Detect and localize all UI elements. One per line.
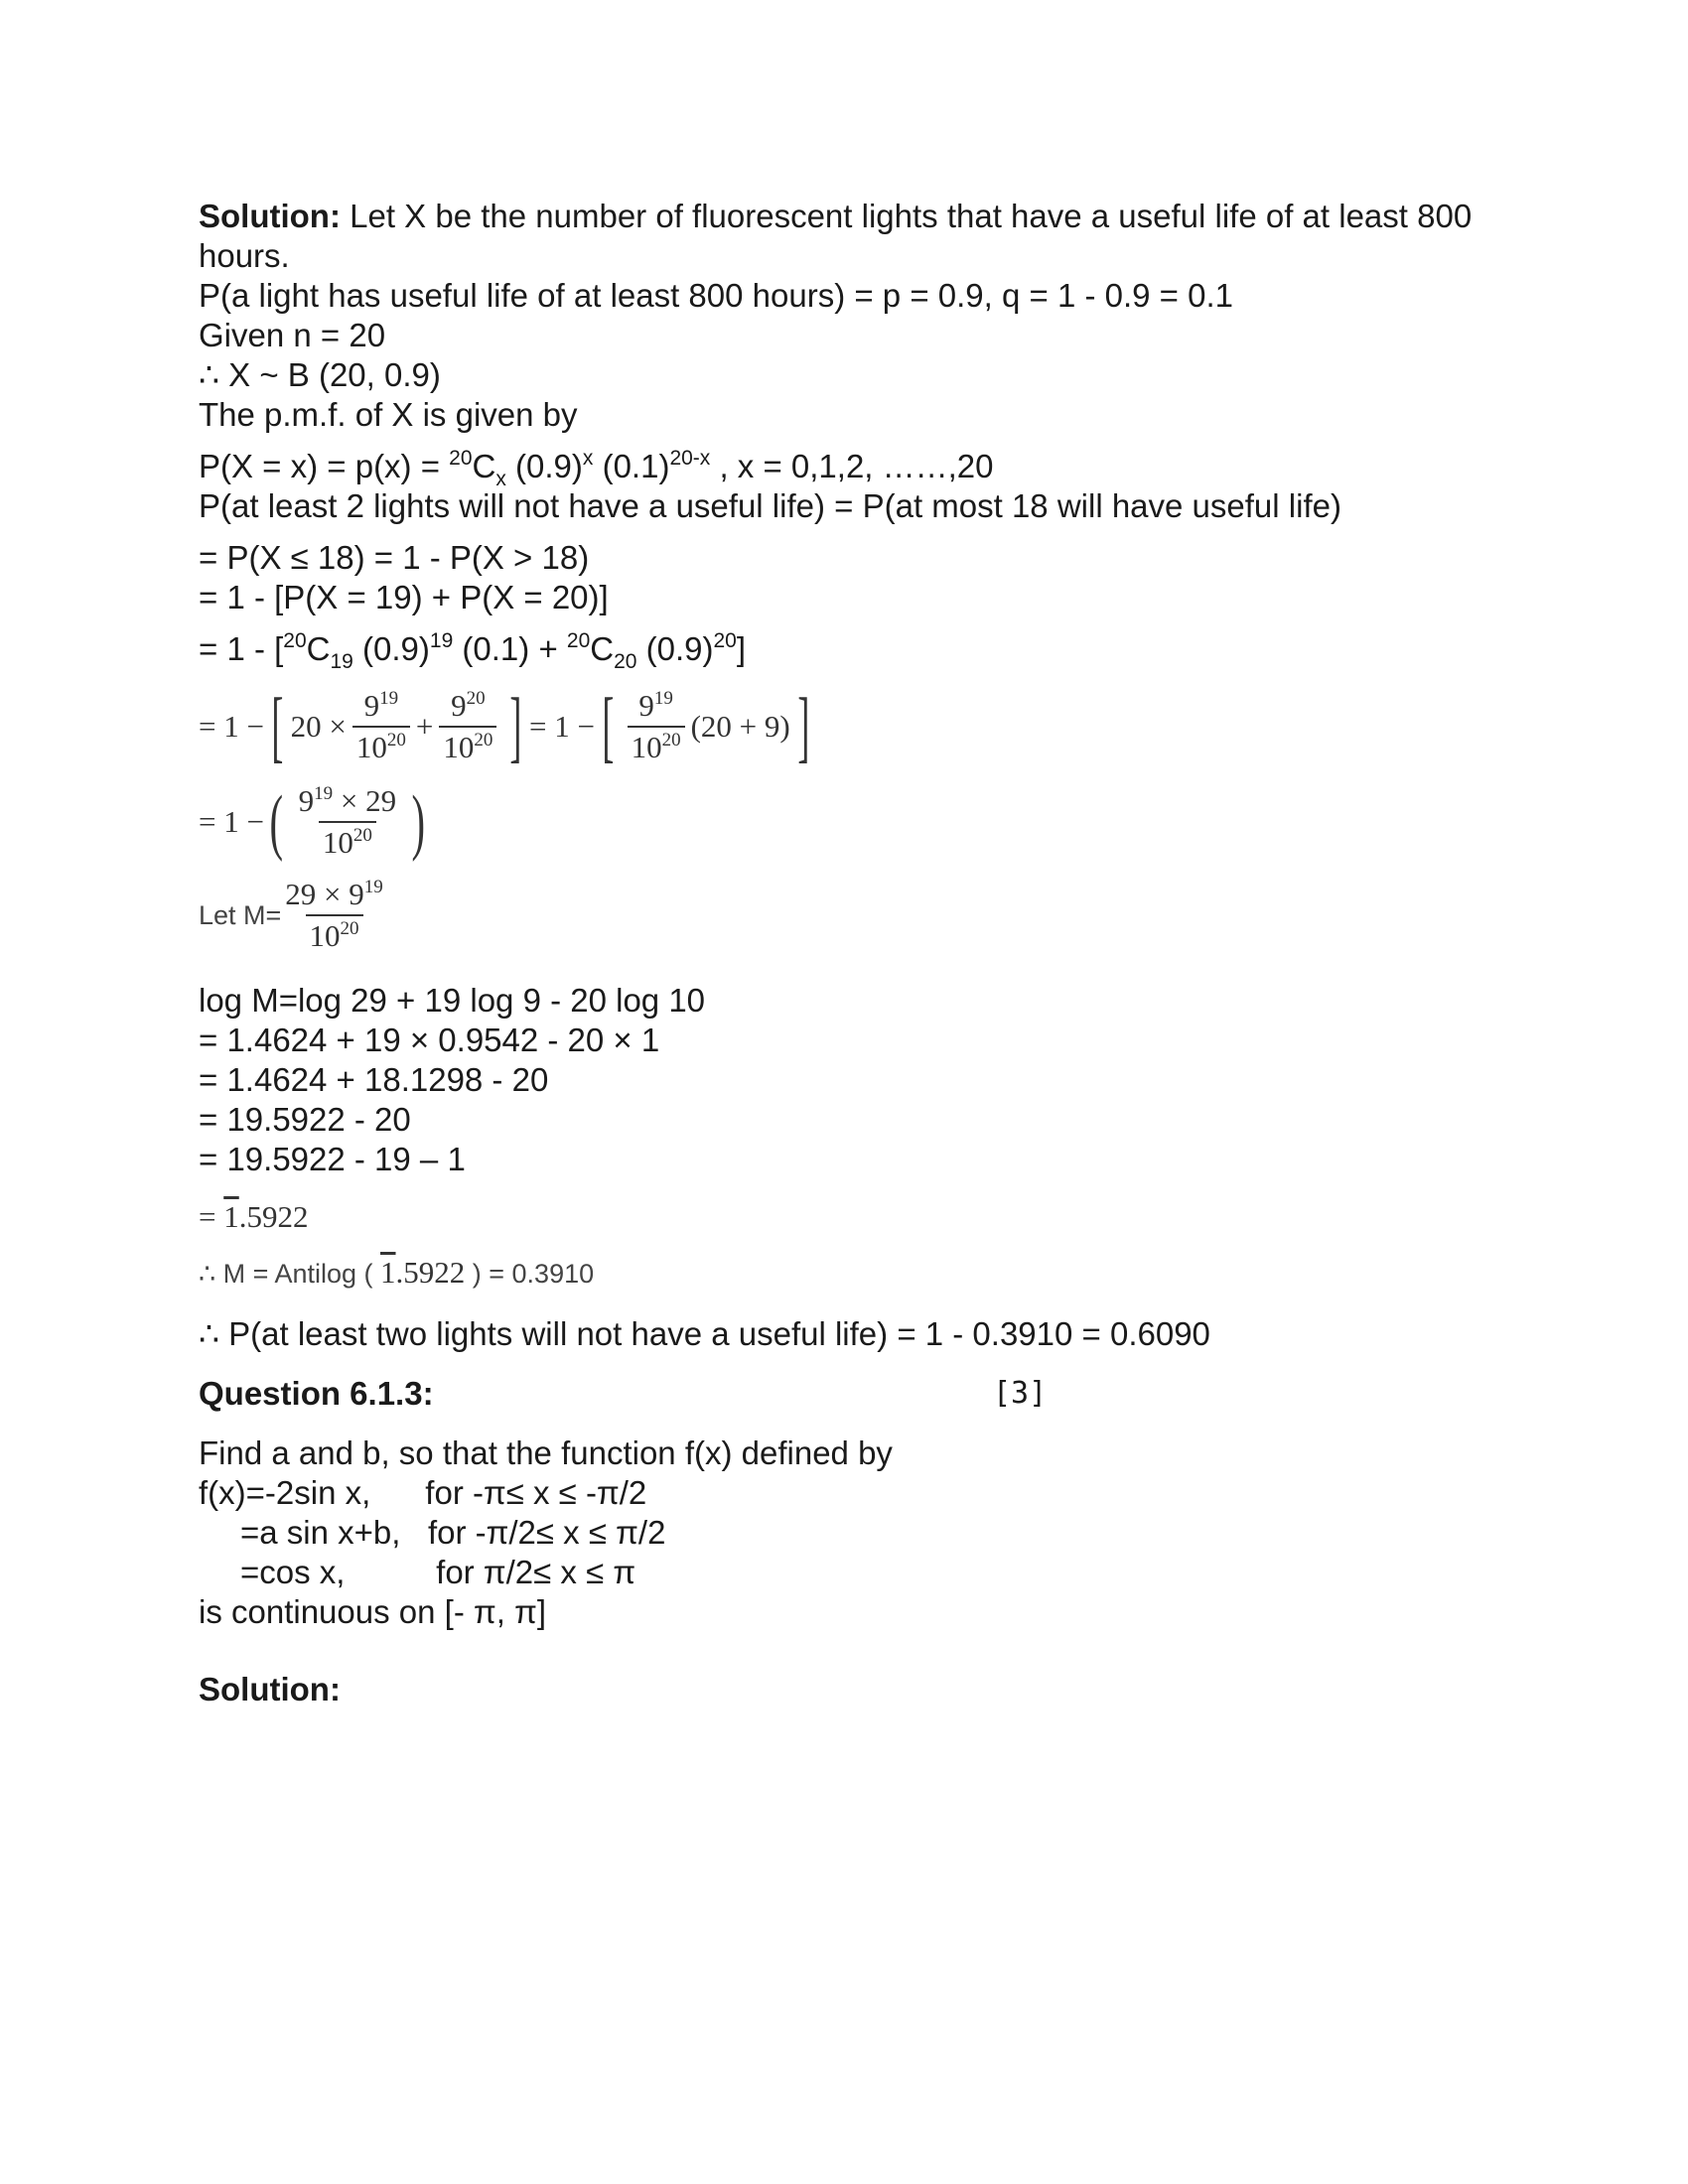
question-text: Find a and b, so that the function f(x) defined by — [199, 1434, 893, 1471]
solution-intro: Solution: Let X be the number of fluorescent lights that have a useful life of at least 800 — [199, 198, 1473, 234]
probability-line: P(a light has useful life of at least 800 hours) = p = 0.9, q = 1 - 0.9 = 0.1 — [199, 277, 1233, 314]
fraction: $\frac{9^{19} \times 29}{10^{20}}$ — [298, 783, 397, 860]
bar-notation-line: = 1.5922 — [199, 1199, 309, 1234]
given-n-line: Given n = 20 — [199, 317, 386, 353]
math-expression-2: = 1 − ( $\frac{9^{19} \times 29}{10^{20}}$ ) — [199, 781, 426, 863]
case-2: =a sin x+b, for -π/2≤ x ≤ π/2 — [240, 1514, 666, 1551]
math-expression-1: = 1 − [ 20 × $\frac{9^{19}}{10^{20}}$ + $\frac{9^{20}}{10^{20}}$ ] = 1 − [ $\frac{9^{19}}{10^{20}}$ (20 + 9) ] — [199, 683, 810, 770]
document-page — [199, 197, 1489, 1709]
log-line-1: log M=log 29 + 19 log 9 - 20 log 10 — [199, 982, 706, 1019]
fraction: $\frac{9^{20}}{10^{20}}$ — [439, 688, 496, 765]
log-line-2: = 1.4624 + 19 × 0.9542 - 20 × 1 — [199, 1022, 660, 1058]
final-answer: ∴ P(at least two lights will not have a useful life) = 1 - 0.3910 = 0.6090 — [199, 1315, 1210, 1352]
fraction: $\frac{29 \times 9^{19}}{10^{20}}$ — [285, 877, 383, 953]
math-expression-3: Let M= $\frac{29 \times 9^{19}}{10^{20}}$ — [199, 870, 1489, 961]
log-line-4: = 19.5922 - 20 — [199, 1101, 411, 1138]
fraction: $\frac{9^{19}}{10^{20}}$ — [628, 688, 685, 765]
step-3: = $1 - [^{20}C_{19}$ $(0.9)^{19}$ $(0.1) + ^{20}C_{20}$ $(0.9)^{20}$] — [199, 629, 747, 673]
log-line-3: = 1.4624 + 18.1298 - 20 — [199, 1061, 549, 1098]
question-title: Question 6.1.3: — [199, 1375, 434, 1412]
log-line-5: = 19.5922 - 19 – 1 — [199, 1141, 466, 1177]
solution-intro-cont: hours. — [199, 237, 290, 274]
question-tail: is continuous on [- π, π] — [199, 1593, 547, 1630]
pmf-intro: The p.m.f. of X is given by — [199, 396, 578, 433]
step-2: = 1 - [P(X = 19) + P(X = 20)] — [199, 579, 609, 615]
case-3: =cos x, for π/2≤ x ≤ π — [240, 1554, 636, 1590]
marks-label: [3] — [993, 1376, 1048, 1411]
fraction: $\frac{9^{19}}{10^{20}}$ — [352, 688, 410, 765]
question-header — [199, 1374, 1489, 1414]
step-1: = P(X ≤ 18) = 1 - P(X > 18) — [199, 539, 590, 576]
case-1: f(x)=-2sin x, for -π≤ x ≤ -π/2 — [199, 1474, 647, 1511]
solution-label: Solution: — [199, 198, 341, 234]
event-line: P(at least 2 lights will not have a useful life) = P(at most 18 will have useful life) — [199, 487, 1341, 524]
antilog-line: ∴ M = Antilog ( 1.5922 ) = 0.3910 — [199, 1255, 595, 1290]
distribution-line: ∴ X ~ B (20, 0.9) — [199, 356, 441, 393]
pmf-formula: $P(X = x) = p(x) = ^{20}C_x$ $(0.9)^x$ $(0.1)^{20-x}$ , x = 0,1,2, ……,20 — [199, 447, 994, 490]
solution-2-label: Solution: — [199, 1671, 341, 1707]
